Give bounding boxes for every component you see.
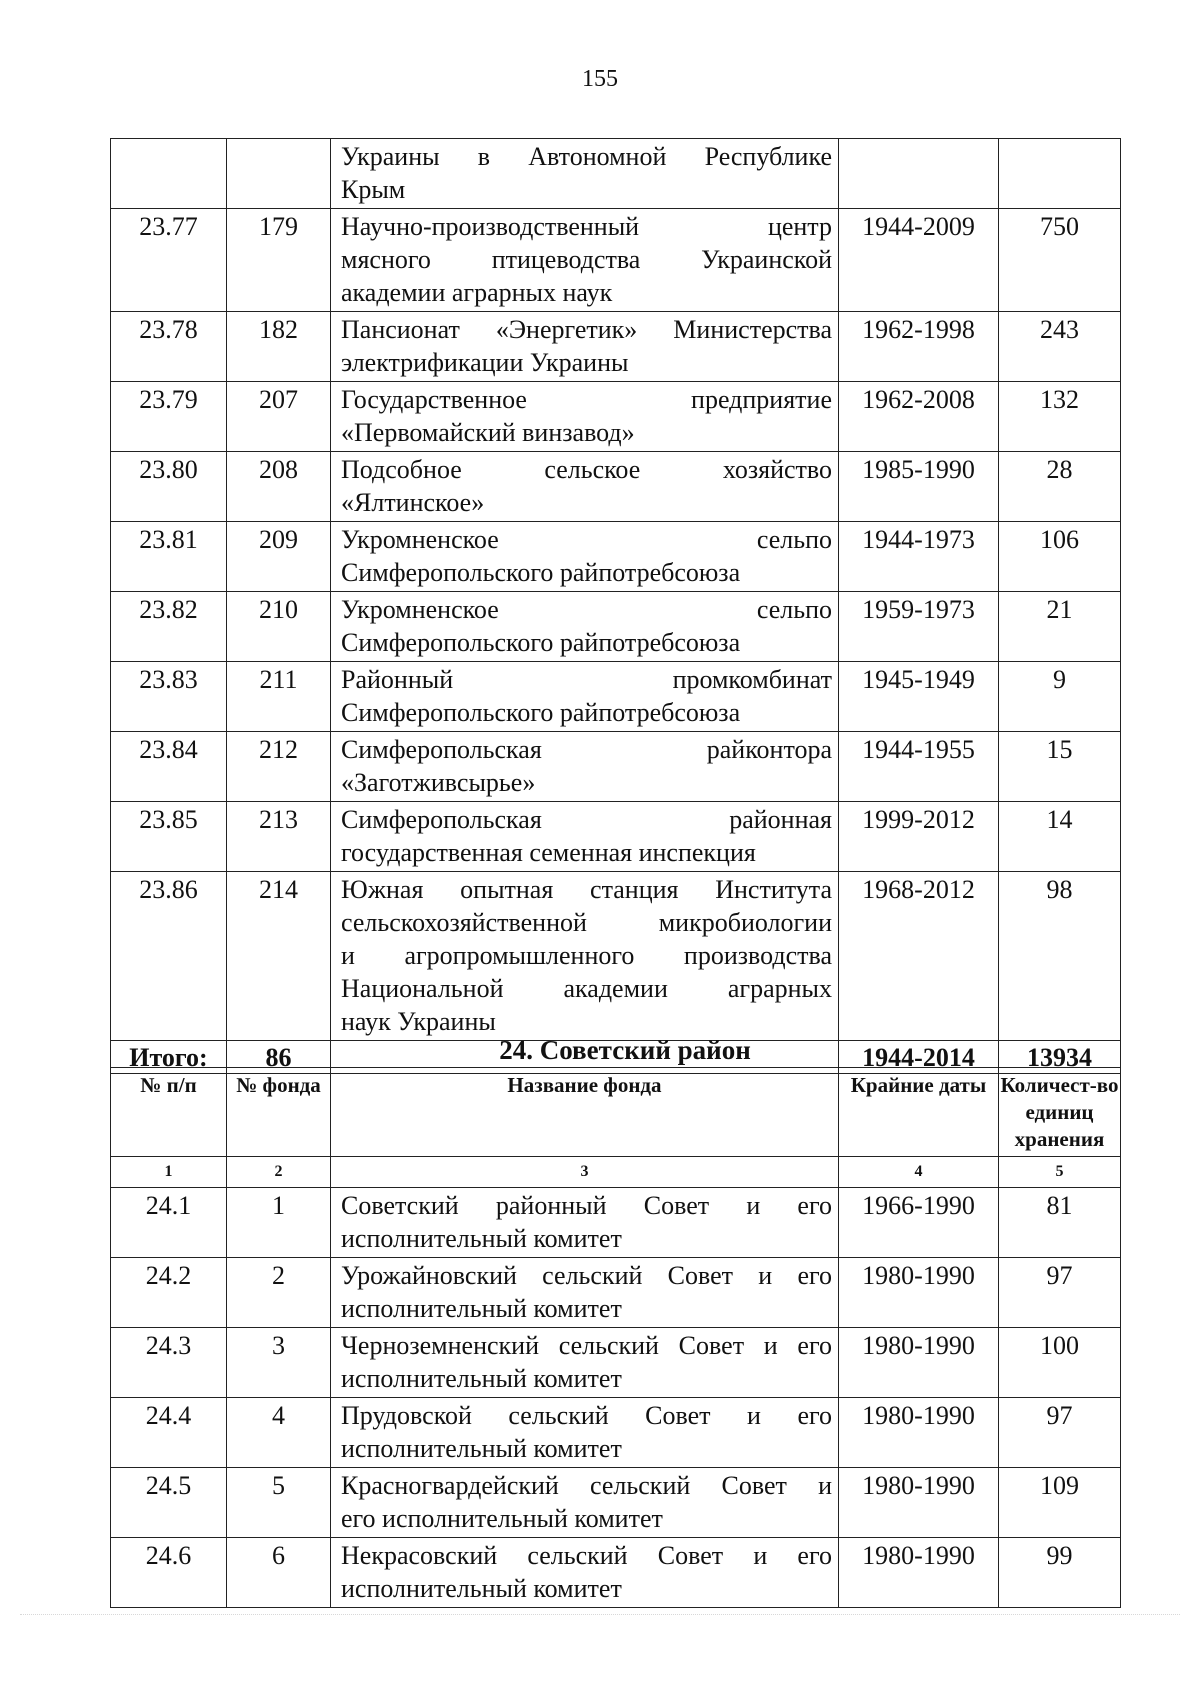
fund-number: 208 <box>227 452 331 522</box>
row-number <box>111 139 227 209</box>
fund-name-line: Национальной академии аграрных <box>341 974 832 1003</box>
fund-name-line: Украины в Автономной Республике <box>341 142 832 171</box>
fund-name-line: и агропромышленного производства <box>341 941 832 970</box>
unit-count: 98 <box>999 872 1121 1041</box>
row-number: 23.82 <box>111 592 227 662</box>
unit-count: 28 <box>999 452 1121 522</box>
fund-name-line: Черноземненский сельский Совет и его <box>341 1331 832 1360</box>
fund-name-line: Урожайновский сельский Совет и его <box>341 1261 832 1290</box>
row-number: 24.4 <box>111 1398 227 1468</box>
date-range: 1968-2012 <box>839 872 999 1041</box>
total-fund-count: 86 <box>227 1041 331 1074</box>
date-range: 1985-1990 <box>839 452 999 522</box>
unit-count: 9 <box>999 662 1121 732</box>
fund-name <box>331 732 839 802</box>
fund-number: 3 <box>227 1328 331 1398</box>
table-row <box>111 802 1121 872</box>
date-range: 1980-1990 <box>839 1398 999 1468</box>
unit-count: 106 <box>999 522 1121 592</box>
date-range: 1945-1949 <box>839 662 999 732</box>
row-number: 24.1 <box>111 1188 227 1258</box>
fund-number: 213 <box>227 802 331 872</box>
unit-count: 97 <box>999 1398 1121 1468</box>
fund-number: 214 <box>227 872 331 1041</box>
fund-name <box>331 592 839 662</box>
row-number: 24.6 <box>111 1538 227 1608</box>
row-number: 23.78 <box>111 312 227 382</box>
fund-name-line: Симферопольского райпотребсоюза <box>341 628 741 657</box>
row-number: 24.3 <box>111 1328 227 1398</box>
unit-count: 750 <box>999 209 1121 312</box>
fund-number: 5 <box>227 1468 331 1538</box>
row-number: 24.5 <box>111 1468 227 1538</box>
unit-count: 81 <box>999 1188 1121 1258</box>
fund-name-line: Прудовской сельский Совет и его <box>341 1401 832 1430</box>
date-range: 1944-1955 <box>839 732 999 802</box>
unit-count: 97 <box>999 1258 1121 1328</box>
table-row <box>111 1328 1121 1398</box>
unit-count: 15 <box>999 732 1121 802</box>
fund-number: 212 <box>227 732 331 802</box>
fund-number: 1 <box>227 1188 331 1258</box>
fund-name-line: исполнительный комитет <box>341 1574 622 1603</box>
table-row <box>111 872 1121 1041</box>
table-row <box>111 1468 1121 1538</box>
header-fund: № фонда <box>227 1068 331 1157</box>
fund-name <box>331 312 839 382</box>
column-number: 3 <box>331 1157 839 1188</box>
fund-number: 209 <box>227 522 331 592</box>
header-num: № п/п <box>111 1068 227 1157</box>
unit-count: 14 <box>999 802 1121 872</box>
fund-name <box>331 209 839 312</box>
fund-name-line: Симферопольская райконтора <box>341 735 832 764</box>
fund-number: 210 <box>227 592 331 662</box>
header-count: Количест-во единиц хранения <box>999 1068 1121 1157</box>
fund-name <box>331 802 839 872</box>
fund-name-line: «Первомайский винзавод» <box>341 418 635 447</box>
total-label: Итого: <box>111 1041 227 1074</box>
fund-name <box>331 662 839 732</box>
fund-number: 4 <box>227 1398 331 1468</box>
row-number: 23.84 <box>111 732 227 802</box>
fund-name <box>331 872 839 1041</box>
unit-count: 100 <box>999 1328 1121 1398</box>
fund-name-line: Подсобное сельское хозяйство <box>341 455 832 484</box>
date-range: 1980-1990 <box>839 1538 999 1608</box>
fund-name-line: Крым <box>341 175 406 204</box>
fund-number: 182 <box>227 312 331 382</box>
row-number: 23.79 <box>111 382 227 452</box>
table-row <box>111 592 1121 662</box>
fund-name <box>331 1538 839 1608</box>
row-number: 23.80 <box>111 452 227 522</box>
fund-name-line: наук Украины <box>341 1007 496 1036</box>
fund-name-line: «Заготживсырье» <box>341 768 536 797</box>
fund-name <box>331 1398 839 1468</box>
date-range <box>839 139 999 209</box>
fund-name-line: Советский районный Совет и его <box>341 1191 832 1220</box>
date-range: 1980-1990 <box>839 1468 999 1538</box>
fund-name <box>331 1258 839 1328</box>
row-number: 24.2 <box>111 1258 227 1328</box>
fund-name-line: электрификации Украины <box>341 348 629 377</box>
archive-table-district-23 <box>110 138 1121 1074</box>
table-row <box>111 312 1121 382</box>
fund-name <box>331 1468 839 1538</box>
table-row <box>111 139 1121 209</box>
fund-name-line: Симферопольского райпотребсоюза <box>341 698 741 727</box>
table-row <box>111 1398 1121 1468</box>
fund-number: 211 <box>227 662 331 732</box>
fund-name-line: академии аграрных наук <box>341 278 613 307</box>
table-row <box>111 662 1121 732</box>
table-row <box>111 1258 1121 1328</box>
date-range: 1999-2012 <box>839 802 999 872</box>
fund-number: 207 <box>227 382 331 452</box>
date-range: 1944-1973 <box>839 522 999 592</box>
unit-count: 21 <box>999 592 1121 662</box>
fund-name-line: сельскохозяйственной микробиологии <box>341 908 832 937</box>
header-row <box>111 1068 1121 1157</box>
date-range: 1966-1990 <box>839 1188 999 1258</box>
fund-name-line: исполнительный комитет <box>341 1224 622 1253</box>
fund-name <box>331 382 839 452</box>
column-number-row <box>111 1157 1121 1188</box>
table-row <box>111 452 1121 522</box>
fund-name-line: Укромненское сельпо <box>341 595 832 624</box>
fund-name-line: мясного птицеводства Украинской <box>341 245 832 274</box>
table-row <box>111 1188 1121 1258</box>
page-number: 155 <box>582 66 618 92</box>
table-row <box>111 522 1121 592</box>
unit-count <box>999 139 1121 209</box>
date-range: 1962-2008 <box>839 382 999 452</box>
column-number: 1 <box>111 1157 227 1188</box>
fund-number <box>227 139 331 209</box>
fund-name-line: Районный промкомбинат <box>341 665 832 694</box>
table-row <box>111 1538 1121 1608</box>
table-row <box>111 732 1121 802</box>
fund-name <box>331 1328 839 1398</box>
unit-count: 109 <box>999 1468 1121 1538</box>
fund-name-line: Научно-производственный центр <box>341 212 832 241</box>
fund-name <box>331 1188 839 1258</box>
column-number: 4 <box>839 1157 999 1188</box>
fund-name-line: Симферопольского райпотребсоюза <box>341 558 741 587</box>
fund-name-line: Симферопольская районная <box>341 805 832 834</box>
fund-number: 6 <box>227 1538 331 1608</box>
fund-name <box>331 139 839 209</box>
column-number: 5 <box>999 1157 1121 1188</box>
row-number: 23.81 <box>111 522 227 592</box>
date-range: 1980-1990 <box>839 1328 999 1398</box>
fund-name-line: Государственное предприятие <box>341 385 832 414</box>
fund-name-line: исполнительный комитет <box>341 1364 622 1393</box>
fund-name-line: Красногвардейский сельский Совет и <box>341 1471 832 1500</box>
row-number: 23.83 <box>111 662 227 732</box>
row-number: 23.86 <box>111 872 227 1041</box>
fund-number: 2 <box>227 1258 331 1328</box>
fund-name-line: Южная опытная станция Института <box>341 875 832 904</box>
section-title: 24. Советский район <box>499 1035 751 1065</box>
column-number: 2 <box>227 1157 331 1188</box>
fund-name-line: Пансионат «Энергетик» Министерства <box>341 315 832 344</box>
unit-count: 132 <box>999 382 1121 452</box>
date-range: 1962-1998 <box>839 312 999 382</box>
total-date-range: 1944-2014 <box>839 1041 999 1074</box>
date-range: 1944-2009 <box>839 209 999 312</box>
header-name: Название фонда <box>331 1068 839 1157</box>
date-range: 1959-1973 <box>839 592 999 662</box>
fund-name-line: его исполнительный комитет <box>341 1504 663 1533</box>
fund-name-line: Некрасовский сельский Совет и его <box>341 1541 832 1570</box>
fund-name <box>331 522 839 592</box>
unit-count: 243 <box>999 312 1121 382</box>
table-row <box>111 382 1121 452</box>
fund-name <box>331 452 839 522</box>
fund-name-line: «Ялтинское» <box>341 488 485 517</box>
fund-name-line: исполнительный комитет <box>341 1434 622 1463</box>
date-range: 1980-1990 <box>839 1258 999 1328</box>
total-unit-count: 13934 <box>999 1041 1121 1074</box>
fund-number: 179 <box>227 209 331 312</box>
unit-count: 99 <box>999 1538 1121 1608</box>
fund-name-line: государственная семенная инспекция <box>341 838 756 867</box>
fund-name-line: исполнительный комитет <box>341 1294 622 1323</box>
row-number: 23.85 <box>111 802 227 872</box>
table-row <box>111 209 1121 312</box>
row-number: 23.77 <box>111 209 227 312</box>
archive-table-district-24 <box>110 1067 1121 1608</box>
scan-artifact-line <box>20 1614 1180 1616</box>
fund-name-line: Укромненское сельпо <box>341 525 832 554</box>
header-dates: Крайние даты <box>839 1068 999 1157</box>
